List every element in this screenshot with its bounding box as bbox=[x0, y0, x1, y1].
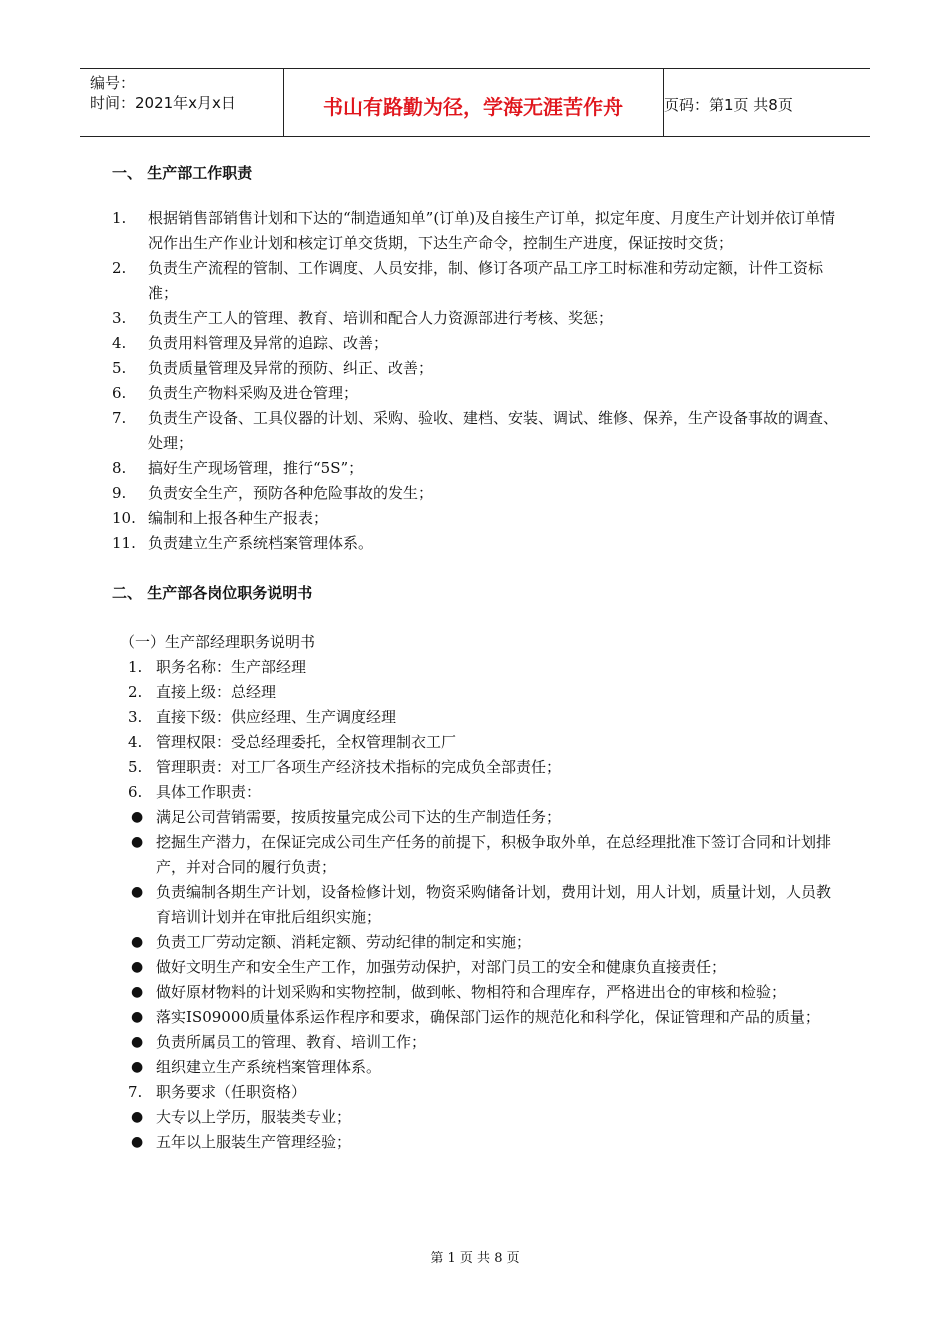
list-item bbox=[112, 680, 842, 705]
item-text: 挖掘生产潜力，在保证完成公司生产任务的前提下，积极争取外单，在总经理批准下签订合同和计划排产，并对合同的履行负责； bbox=[156, 833, 832, 876]
item-number: 3. bbox=[112, 309, 127, 327]
item-text: 职务要求（任职资格） bbox=[156, 1083, 307, 1101]
item-text: 大专以上学历，服装类专业； bbox=[156, 1108, 352, 1126]
list-item bbox=[112, 506, 842, 531]
item-text: 负责安全生产，预防各种危险事故的发生； bbox=[148, 484, 434, 502]
item-text: 负责生产流程的管制、工作调度、人员安排，制、修订各项产品工序工时标准和劳动定额，计件工资标准； bbox=[148, 259, 824, 302]
bullet-icon: ● bbox=[131, 984, 144, 1000]
header-page-info: 页码：第1页 共8页 bbox=[664, 96, 793, 114]
item-number: 3. bbox=[128, 708, 143, 726]
item-text: 负责生产物料采购及进仓管理； bbox=[148, 384, 359, 402]
header-meta bbox=[90, 73, 236, 113]
list-item bbox=[112, 381, 842, 406]
item-text: 负责工厂劳动定额、消耗定额、劳动纪律的制定和实施； bbox=[156, 933, 532, 951]
item-text: 搞好生产现场管理，推行“5S”； bbox=[148, 459, 364, 477]
list-item bbox=[112, 755, 842, 780]
duty-list bbox=[112, 206, 842, 556]
item-number: 7. bbox=[128, 1083, 143, 1101]
item-text: 负责编制各期生产计划，设备检修计划，物资采购储备计划，费用计划，用人计划，质量计划，人员教育培训计划并在审批后组织实施； bbox=[156, 883, 832, 926]
list-item bbox=[112, 980, 842, 1005]
list-item bbox=[112, 1105, 842, 1130]
item-number: 11. bbox=[112, 534, 136, 552]
header-motto: 书山有路勤为径，学海无涯苦作舟 bbox=[323, 95, 623, 119]
list-item bbox=[112, 730, 842, 755]
list-item bbox=[112, 1005, 842, 1030]
page-header bbox=[80, 68, 870, 137]
list-item bbox=[112, 655, 842, 680]
bullet-icon: ● bbox=[131, 1134, 144, 1150]
item-text: 管理职责：对工厂各项生产经济技术指标的完成负全部责任； bbox=[156, 758, 562, 776]
item-text: 负责用料管理及异常的追踪、改善； bbox=[148, 334, 389, 352]
list-item bbox=[112, 830, 842, 880]
list-item bbox=[112, 880, 842, 930]
list-item bbox=[112, 356, 842, 381]
item-number: 9. bbox=[112, 484, 127, 502]
list-item bbox=[112, 955, 842, 980]
list-item bbox=[112, 306, 842, 331]
item-number: 2. bbox=[112, 259, 127, 277]
item-number: 10. bbox=[112, 509, 136, 527]
document-date: 时间：2021年x月x日 bbox=[90, 94, 236, 112]
bullet-icon: ● bbox=[131, 1034, 144, 1050]
bullet-icon: ● bbox=[131, 1109, 144, 1125]
item-text: 组织建立生产系统档案管理体系。 bbox=[156, 1058, 382, 1076]
job-description-list bbox=[112, 655, 842, 1155]
bullet-icon: ● bbox=[131, 834, 144, 850]
document-body bbox=[112, 158, 842, 1155]
list-item bbox=[112, 1030, 842, 1055]
list-item bbox=[112, 331, 842, 356]
list-item bbox=[112, 406, 842, 456]
list-item bbox=[112, 805, 842, 830]
item-text: 负责生产设备、工具仪器的计划、采购、验收、建档、安装、调试、维修、保养，生产设备事故的调查、处理； bbox=[148, 409, 839, 452]
item-number: 8. bbox=[112, 459, 127, 477]
item-text: 负责生产工人的管理、教育、培训和配合人力资源部进行考核、奖惩； bbox=[148, 309, 614, 327]
list-item bbox=[112, 780, 842, 805]
list-item bbox=[112, 1080, 842, 1105]
list-item bbox=[112, 481, 842, 506]
item-text: 做好文明生产和安全生产工作，加强劳动保护，对部门员工的安全和健康负直接责任； bbox=[156, 958, 727, 976]
item-text: 管理权限：受总经理委托，全权管理制衣工厂 bbox=[156, 733, 457, 751]
bullet-icon: ● bbox=[131, 884, 144, 900]
page-footer: 第 1 页 共 8 页 bbox=[430, 1251, 520, 1266]
item-text: 满足公司营销需要，按质按量完成公司下达的生产制造任务； bbox=[156, 808, 562, 826]
item-number: 4. bbox=[128, 733, 143, 751]
list-item bbox=[112, 206, 842, 256]
item-number: 4. bbox=[112, 334, 127, 352]
item-number: 5. bbox=[112, 359, 127, 377]
item-text: 五年以上服装生产管理经验； bbox=[156, 1133, 352, 1151]
bullet-icon: ● bbox=[131, 809, 144, 825]
item-text: 负责质量管理及异常的预防、纠正、改善； bbox=[148, 359, 434, 377]
bullet-icon: ● bbox=[131, 1059, 144, 1075]
item-number: 6. bbox=[112, 384, 127, 402]
item-number: 7. bbox=[112, 409, 127, 427]
subsection-heading: （一）生产部经理职务说明书 bbox=[120, 633, 316, 651]
item-text: 根据销售部销售计划和下达的“制造通知单”(订单)及自接生产订单，拟定年度、月度生产计划并依订单情况作出生产作业计划和核定订单交货期，下达生产命令，控制生产进度，保证按时交货； bbox=[148, 209, 836, 252]
list-item bbox=[112, 256, 842, 306]
bullet-icon: ● bbox=[131, 934, 144, 950]
item-text: 落实IS09000质量体系运作程序和要求，确保部门运作的规范化和科学化，保证管理和产品的质量； bbox=[156, 1008, 820, 1026]
item-text: 负责所属员工的管理、教育、培训工作； bbox=[156, 1033, 427, 1051]
item-text: 直接上级：总经理 bbox=[156, 683, 277, 701]
bullet-icon: ● bbox=[131, 959, 144, 975]
document-number: 编号： bbox=[90, 74, 136, 92]
list-item bbox=[112, 930, 842, 955]
list-item bbox=[112, 705, 842, 730]
item-text: 负责建立生产系统档案管理体系。 bbox=[148, 534, 374, 552]
item-number: 2. bbox=[128, 683, 143, 701]
list-item bbox=[112, 456, 842, 481]
item-text: 职务名称：生产部经理 bbox=[156, 658, 307, 676]
list-item bbox=[112, 531, 842, 556]
section-title: 一、 生产部工作职责 bbox=[112, 164, 253, 182]
section-title: 二、 生产部各岗位职务说明书 bbox=[112, 584, 313, 602]
item-text: 编制和上报各种生产报表； bbox=[148, 509, 329, 527]
list-item bbox=[112, 1130, 842, 1155]
bullet-icon: ● bbox=[131, 1009, 144, 1025]
item-number: 1. bbox=[112, 209, 127, 227]
item-number: 1. bbox=[128, 658, 143, 676]
item-number: 5. bbox=[128, 758, 143, 776]
item-text: 做好原材物料的计划采购和实物控制，做到帐、物相符和合理库存，严格进出仓的审核和检验； bbox=[156, 983, 787, 1001]
item-text: 直接下级：供应经理、生产调度经理 bbox=[156, 708, 397, 726]
item-text: 具体工作职责： bbox=[156, 783, 262, 801]
list-item bbox=[112, 1055, 842, 1080]
item-number: 6. bbox=[128, 783, 143, 801]
